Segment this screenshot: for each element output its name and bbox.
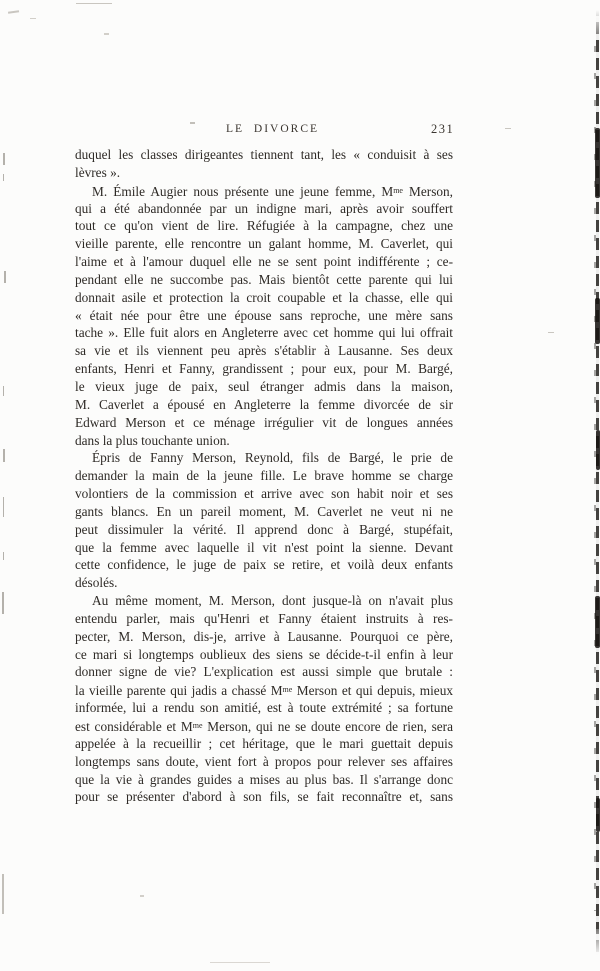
scan-speck bbox=[2, 874, 4, 914]
page-header-title: LE DIVORCE bbox=[226, 123, 320, 135]
scan-gutter-artifact bbox=[591, 0, 600, 971]
text-line: la vieille parente qui jadis a chassé $M^{me}$ Merson et qui depuis, mieux bbox=[75, 683, 453, 699]
text-line: pecter, M. Merson, dis-je, arrive à Lausanne. Pourquoi ce père, bbox=[75, 628, 453, 644]
scan-speck bbox=[3, 153, 5, 165]
text-line: peut dissimuler la vérité. Il apprend donc à Bargé, stupéfait, bbox=[75, 521, 453, 537]
scan-speck bbox=[3, 174, 4, 181]
text-line: sa vie et ils viennent peu après s'établir à Lausanne. Ses deux bbox=[75, 343, 453, 359]
scan-speck bbox=[140, 895, 144, 897]
text-line: appelée à la recueillir ; cet héritage, que le mari guettait depuis bbox=[75, 735, 453, 751]
scan-speck bbox=[4, 271, 6, 283]
text-line: enfants, Henri et Fanny, grandissent ; pour eux, pour M. Bargé, bbox=[75, 361, 453, 377]
scan-speck bbox=[3, 552, 4, 560]
superscript-text: me bbox=[282, 685, 293, 695]
scan-speck bbox=[548, 332, 554, 333]
scan-gutter-fade bbox=[591, 0, 600, 34]
text-line: informée, lui a rendu son amitié, est à toute extrémité ; sa fortune bbox=[75, 700, 453, 716]
text-line: M. Caverlet a épousé en Angleterre la femme divorcée de sir bbox=[75, 396, 453, 412]
text-line: est considérable et $M^{me}$ Merson, qui ne se doute encore de rien, sera bbox=[75, 719, 453, 735]
text-line: tache ». Elle fuit alors en Angleterre avec cet homme qui lui offrait bbox=[75, 325, 453, 341]
text-line: volontiers de la commission et arrive avec son habit noir et ses bbox=[75, 486, 453, 502]
superscript-text: me bbox=[393, 185, 403, 195]
scan-speck bbox=[76, 3, 112, 4]
text-line: gants blancs. En un pareil moment, M. Caverlet ne veut ni ne bbox=[75, 503, 453, 519]
scan-gutter-blob bbox=[595, 128, 600, 198]
text-line: longtemps sans doute, vient fort à propos pour relever ses affaires bbox=[75, 753, 453, 769]
text-line: M. Émile Augier nous présente une jeune femme, $M^{me}$ Merson, bbox=[92, 183, 453, 199]
text-line: « était née pour être une épouse sans reproche, une mère sans bbox=[75, 307, 453, 323]
text-line: vieille parente, elle rencontre un galant homme, M. Caverlet, qui bbox=[75, 236, 453, 252]
scan-speck bbox=[3, 449, 5, 462]
text-line: le vieux juge de paix, seul étranger admis dans la maison, bbox=[75, 378, 453, 394]
text-line: dans la plus touchante union. bbox=[75, 432, 230, 448]
scan-speck bbox=[3, 497, 4, 517]
running-header bbox=[0, 0, 600, 145]
scan-gutter-blob bbox=[596, 430, 600, 470]
scan-speck bbox=[104, 33, 109, 35]
scan-gutter-blob bbox=[595, 298, 600, 344]
text-line: donner signe de vie? L'explication est aussi simple que brutale : bbox=[75, 664, 453, 680]
page-number: 231 bbox=[431, 122, 455, 136]
text-line: tout ce qu'on vient de lire. Réfugiée à la campagne, chez une bbox=[75, 218, 453, 234]
text-line: pendant elle ne succombe pas. Mais bientôt cette parente qui lui bbox=[75, 271, 453, 287]
text-line: donnait asile et protection la croit coupable et la chasse, elle qui bbox=[75, 289, 453, 305]
scan-speck bbox=[210, 962, 270, 963]
scan-speck bbox=[30, 18, 36, 19]
text-line: Épris de Fanny Merson, Reynold, fils de Bargé, le prie de bbox=[92, 450, 453, 466]
scan-gutter-blob bbox=[595, 596, 600, 648]
body-text bbox=[75, 146, 453, 806]
superscript-text: me bbox=[192, 721, 203, 730]
text-line: demander la main de la jeune fille. Le brave homme se charge bbox=[75, 468, 453, 484]
text-line: duquel les classes dirigeantes tiennent tant, les « conduisit à ses bbox=[75, 147, 453, 162]
scan-gutter-blob bbox=[596, 798, 600, 832]
text-line: que la vie à grandes guides a mises au plus bas. Il s'arrange donc bbox=[75, 771, 453, 787]
text-line: qui a été abandonnée par un indigne mari, après avoir souffert bbox=[75, 200, 453, 216]
text-line: cette confidence, le juge de paix se retire, et voilà deux enfants bbox=[75, 557, 453, 573]
scan-speck bbox=[505, 128, 511, 129]
text-line: entendu parler, mais qu'Henri et Fanny étaient instruits à res- bbox=[75, 610, 453, 626]
text-line: que la femme avec laquelle il vit n'est point la sienne. Devant bbox=[75, 539, 453, 555]
text-line: l'aime et à l'amour duquel elle ne se sent point indifférente ; ce- bbox=[75, 254, 453, 270]
text-line: désolés. bbox=[75, 575, 118, 591]
scan-speck bbox=[3, 386, 4, 396]
scan-speck bbox=[190, 122, 195, 124]
text-line: ce mari si longtemps oublieux des siens se décide-t-il enfin à leur bbox=[75, 646, 453, 662]
scan-gutter-fade bbox=[591, 929, 600, 971]
text-line: Edward Merson et ce ménage irrégulier vit de longues années bbox=[75, 414, 453, 430]
scan-speck bbox=[2, 592, 4, 614]
text-line: lèvres ». bbox=[75, 164, 121, 180]
text-line: Au même moment, M. Merson, dont jusque-là on n'avait plus bbox=[92, 593, 453, 609]
text-line: pour se présenter d'abord à son fils, se fait reconnaître et, sans bbox=[75, 789, 453, 805]
